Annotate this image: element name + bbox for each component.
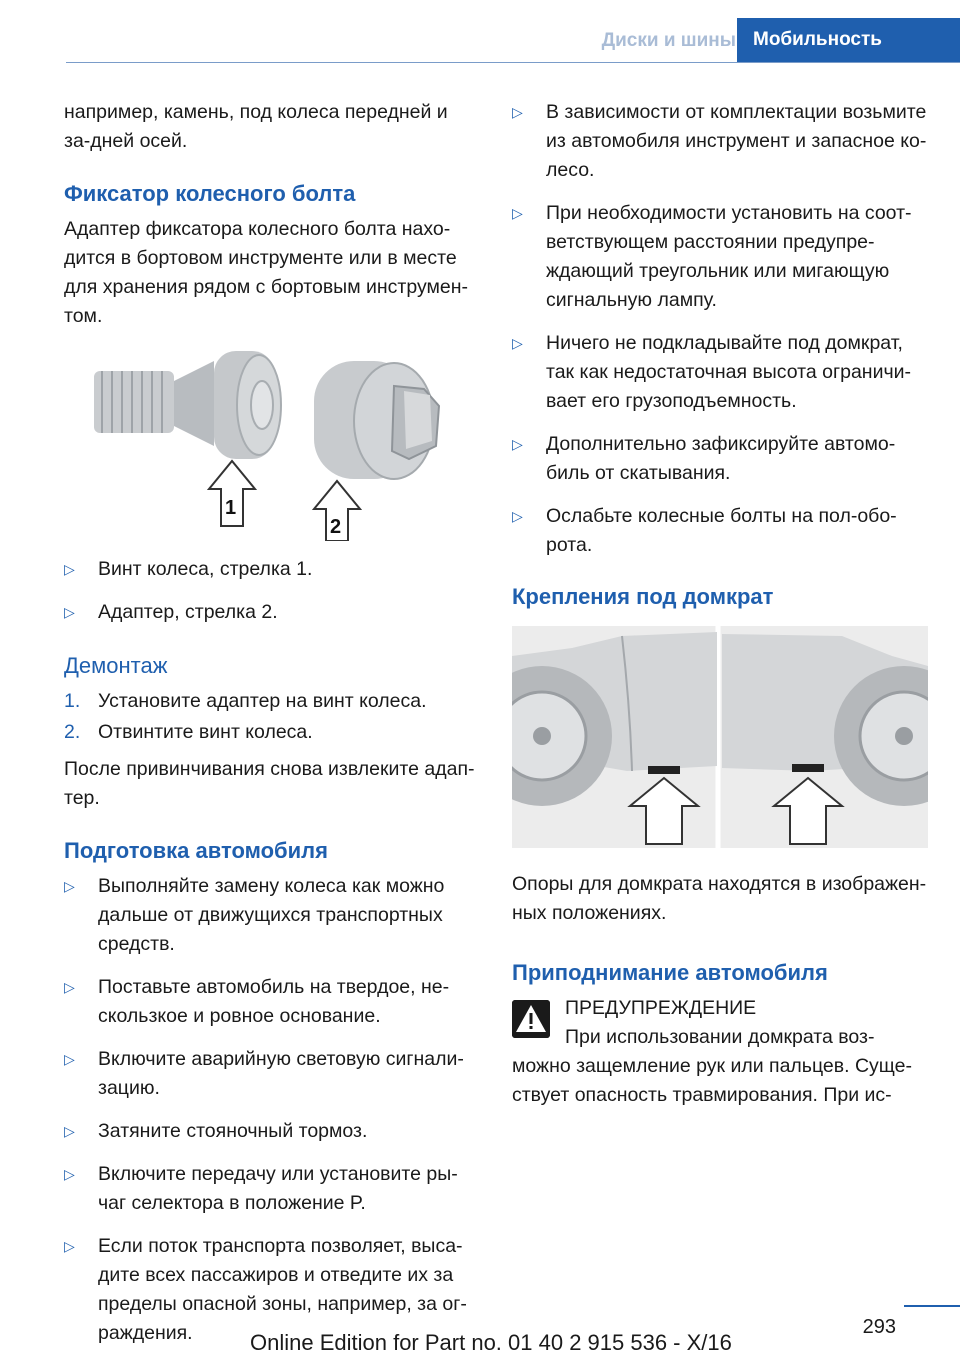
list-item: ▷ Выполняйте замену колеса как можно дальше от движущихся транспортных средств. xyxy=(64,872,478,959)
heading-lock-bolt: Фиксатор колесного болта xyxy=(64,181,356,206)
triangle-bullet-icon: ▷ xyxy=(64,561,75,577)
warning-line-1: При использовании домкрата воз- xyxy=(565,1026,875,1048)
triangle-bullet-icon: ▷ xyxy=(64,604,75,620)
lock-bolt-figure xyxy=(64,341,478,541)
warning-block xyxy=(512,994,930,1110)
list-item: ▷ Включите аварийную световую сигнали-зацию. xyxy=(64,1045,478,1103)
triangle-bullet-icon: ▷ xyxy=(64,1166,75,1182)
header-section: Диски и шины xyxy=(601,30,736,51)
left-column xyxy=(64,98,478,1362)
page-number: 293 xyxy=(862,1316,896,1338)
header-chapter-tab xyxy=(737,18,960,62)
warning-title: ПРЕДУПРЕЖДЕНИЕ xyxy=(565,997,757,1019)
warning-icon xyxy=(512,1000,550,1038)
intro-text: например, камень, под колеса передней и за-дней осей. xyxy=(64,101,448,152)
list-item: ▷ Если поток транспорта позволяет, выса-дите всех пассажиров и отведите их за пределы опасной зоны, например, за ог-раждения. xyxy=(64,1232,478,1348)
list-item: ▷ Ослабьте колесные болты на пол-обо-рота. xyxy=(512,502,930,560)
adapter-illustration xyxy=(314,361,439,479)
jack-points-text: Опоры для домкрата находятся в изображен-ных положениях. xyxy=(512,873,927,924)
warning-text: можно защемление рук или пальцев. Суще-ствует опасность травмирования. При ис- xyxy=(512,1055,912,1106)
jack-points-figure xyxy=(512,626,928,848)
triangle-bullet-icon: ▷ xyxy=(512,104,523,120)
footer-rule xyxy=(904,1305,960,1307)
header-rule xyxy=(66,62,960,63)
right-column xyxy=(512,98,930,1110)
list-item: ▷ Адаптер, стрелка 2. xyxy=(64,598,478,627)
wheel-bolt-illustration xyxy=(94,351,281,459)
header-chapter-label: Мобильность xyxy=(753,29,882,50)
fig-label-1: 1 xyxy=(225,497,237,519)
heading-prepare: Подготовка автомобиля xyxy=(64,838,328,863)
after-text: После привинчивания снова извлеките адап-тер. xyxy=(64,758,475,809)
numbered-step: 2. Отвинтите винт колеса. xyxy=(64,721,313,743)
triangle-bullet-icon: ▷ xyxy=(512,335,523,351)
list-item: ▷ Винт колеса, стрелка 1. xyxy=(64,555,478,584)
list-item: ▷ В зависимости от комплектации возьмите из автомобиля инструмент и запасное ко-лесо. xyxy=(512,98,930,185)
triangle-bullet-icon: ▷ xyxy=(512,436,523,452)
triangle-bullet-icon: ▷ xyxy=(64,1123,75,1139)
list-item: ▷ Дополнительно зафиксируйте автомо-биль от скатывания. xyxy=(512,430,930,488)
list-item: ▷ Ничего не подкладывайте под домкрат, так как недостаточная высота ограничи-вает его грузоподъемность. xyxy=(512,329,930,416)
list-item: ▷ Затяните стояночный тормоз. xyxy=(64,1117,478,1146)
triangle-bullet-icon: ▷ xyxy=(512,508,523,524)
heading-lifting: Приподнимание автомобиля xyxy=(512,960,828,985)
fig-label-2: 2 xyxy=(330,516,342,538)
edition-line: Online Edition for Part no. 01 40 2 915 536 - X/16 xyxy=(250,1330,732,1355)
heading-removal: Демонтаж xyxy=(64,653,168,678)
triangle-bullet-icon: ▷ xyxy=(512,205,523,221)
triangle-bullet-icon: ▷ xyxy=(64,979,75,995)
triangle-bullet-icon: ▷ xyxy=(64,1238,75,1254)
triangle-bullet-icon: ▷ xyxy=(64,878,75,894)
numbered-step: 1. Установите адаптер на винт колеса. xyxy=(64,690,427,712)
list-item: ▷ Включите передачу или установите ры-чаг селектора в положение P. xyxy=(64,1160,478,1218)
lock-bolt-text: Адаптер фиксатора колесного болта нахо-дится в бортовом инструменте или в месте для хранения рядом с бортовым инструмен-том. xyxy=(64,218,469,327)
triangle-bullet-icon: ▷ xyxy=(64,1051,75,1067)
list-item: ▷ При необходимости установить на соот-ветствующем расстоянии предупре-ждающий треугольник или мигающую сигнальную лампу. xyxy=(512,199,930,315)
list-item: ▷ Поставьте автомобиль на твердое, не-скользкое и ровное основание. xyxy=(64,973,478,1031)
heading-jack-points: Крепления под домкрат xyxy=(512,584,774,609)
